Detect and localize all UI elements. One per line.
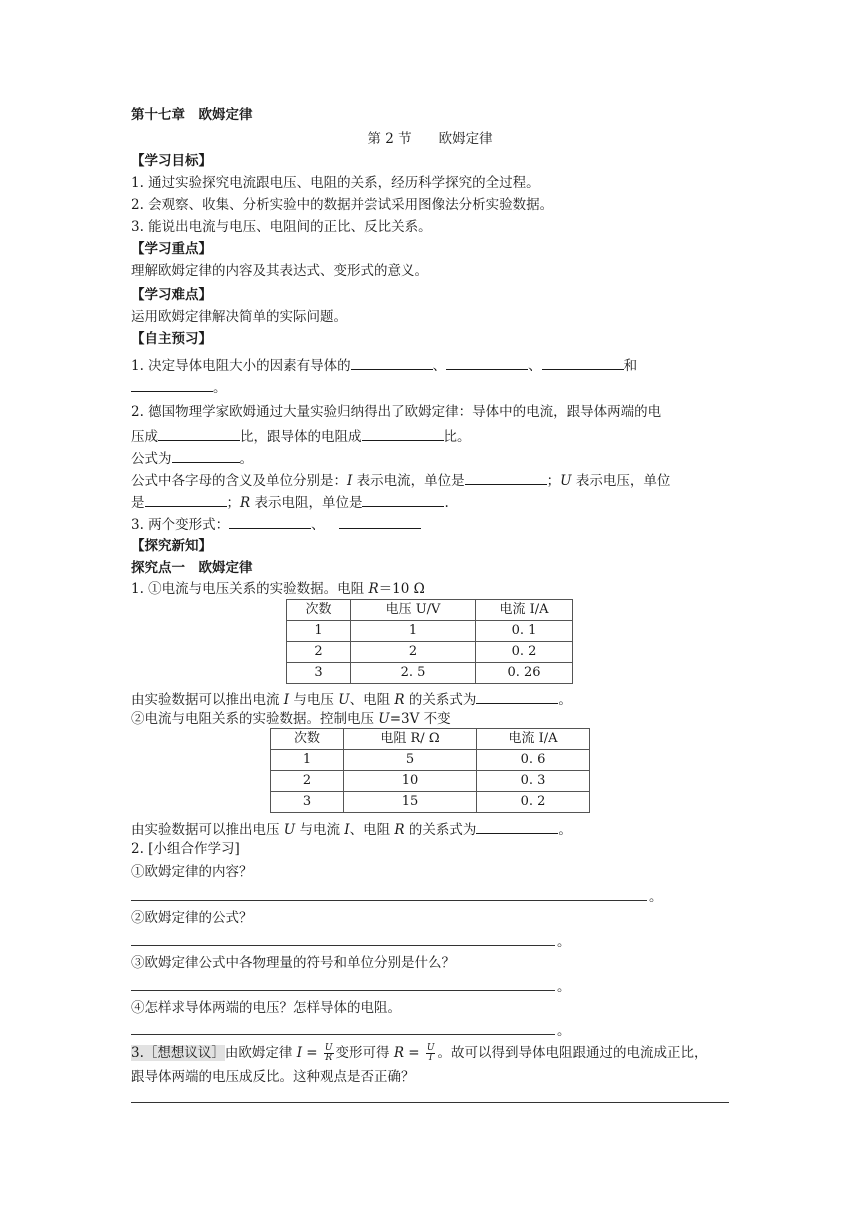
fraction-U-over-R: $\frac{U}{R}$ [324, 1043, 333, 1063]
table-cell: 15 [344, 792, 477, 813]
question-text: 、电阻 [349, 692, 395, 708]
symbol-U: U [560, 473, 572, 489]
answer-blank[interactable] [362, 425, 444, 441]
group-question: ②欧姆定律的公式？ [131, 910, 253, 926]
table-cell: 1 [271, 750, 344, 771]
table-cell: 10 [344, 771, 477, 792]
answer-line[interactable] [131, 945, 555, 946]
table2-conclusion [131, 818, 572, 839]
difficulties-heading: 【学习难点】 [131, 287, 212, 303]
question-text: 由实验数据可以推出电压 [131, 822, 284, 838]
table-row [271, 771, 590, 792]
table-cell: 2 [287, 642, 351, 663]
think-discuss-label: 3.［想想议议］ [131, 1045, 225, 1061]
question-text: 3. 两个变形式： [131, 517, 230, 533]
explore-point-title: 探究点一 欧姆定律 [131, 560, 253, 576]
table-cell: 2 [271, 771, 344, 792]
difficulties-text: 运用欧姆定律解决简单的实际问题。 [131, 309, 347, 325]
question-text: 由实验数据可以推出电流 [131, 692, 284, 708]
table-cell: 0. 26 [476, 663, 573, 684]
table1-conclusion [131, 688, 572, 709]
period: 。 [558, 692, 572, 708]
question-text: 公式中各字母的含义及单位分别是： [131, 473, 347, 489]
question-text: 压成 [131, 429, 158, 445]
table-current-resistance [270, 728, 590, 813]
table-cell: 1 [351, 621, 476, 642]
fraction-U-over-I: $\frac{U}{I}$ [426, 1043, 435, 1063]
table-cell: 5 [344, 750, 477, 771]
period: 。 [239, 451, 253, 467]
table-row [271, 750, 590, 771]
table-cell: 1 [287, 621, 351, 642]
symbol-R: R [394, 822, 405, 838]
equation-lhs: R = [393, 1045, 424, 1061]
header-cell: 电流 I/A [476, 600, 573, 621]
answer-blank[interactable] [158, 425, 240, 441]
question-text: 与电压 [289, 692, 339, 708]
symbol-R: R [394, 692, 405, 708]
question-text: 变形可得 [335, 1045, 394, 1061]
period: 。 [649, 889, 663, 905]
caption-text: ②电流与电阻关系的实验数据。控制电压 [131, 711, 379, 727]
answer-blank[interactable] [145, 491, 227, 507]
answer-blank[interactable] [131, 376, 213, 392]
table-row [287, 663, 573, 684]
symbol-U: U [283, 822, 296, 838]
question-text: 表示电流，单位是 [352, 473, 465, 489]
preview-heading: 【自主预习】 [131, 331, 212, 347]
separator: 、 [432, 358, 447, 374]
table-header-row [287, 600, 573, 621]
question-text: 。故可以得到导体电阻跟通过的电流成正比， [437, 1045, 708, 1061]
header-cell: 次数 [287, 600, 351, 621]
section-title: 第 2 节 欧姆定律 [367, 131, 493, 147]
table-current-voltage [286, 599, 573, 684]
key-points-heading: 【学习重点】 [131, 241, 212, 257]
answer-blank[interactable] [229, 513, 311, 529]
equation-lhs: I = [296, 1045, 322, 1061]
preview-question-3 [131, 513, 421, 534]
question-text: 是 [131, 495, 145, 511]
table-header-row [271, 729, 590, 750]
units-line-cont [131, 491, 449, 512]
answer-blank[interactable] [465, 469, 547, 485]
answer-blank[interactable] [172, 447, 240, 463]
objectives-heading: 【学习目标】 [131, 153, 212, 169]
period: 。 [557, 979, 571, 995]
question-text: 表示电阻，单位是 [250, 495, 363, 511]
answer-line[interactable] [131, 990, 555, 991]
header-cell: 次数 [271, 729, 344, 750]
symbol-R: R [240, 495, 251, 511]
period: . [444, 495, 449, 511]
answer-line[interactable] [131, 900, 647, 901]
table-cell: 0. 3 [477, 771, 590, 792]
group-question: ③欧姆定律公式中各物理量的符号和单位分别是什么？ [131, 955, 455, 971]
chapter-title: 第十七章 欧姆定律 [131, 107, 253, 123]
table-row [287, 642, 573, 663]
table1-caption [131, 580, 425, 598]
think-discuss-line-2: 跟导体两端的电压成反比。这种观点是否正确？ [131, 1069, 415, 1085]
question-text: 比，跟导体的电阻成 [240, 429, 362, 445]
units-line [131, 469, 670, 490]
caption-text: =3V 不变 [389, 711, 451, 727]
answer-line[interactable] [131, 1102, 729, 1103]
table-cell: 2 [351, 642, 476, 663]
key-points-text: 理解欧姆定律的内容及其表达式、变形式的意义。 [131, 263, 428, 279]
question-text: 与电流 [295, 822, 345, 838]
table-cell: 2. 5 [351, 663, 476, 684]
symbol-I: I [347, 473, 353, 489]
table2-caption [131, 710, 451, 728]
table-cell: 0. 2 [476, 642, 573, 663]
question-text: 的关系式为 [404, 692, 477, 708]
table-cell: 3 [287, 663, 351, 684]
group-question: ④怎样求导体两端的电压？怎样导体的电阻。 [131, 1000, 401, 1016]
separator: ； [546, 473, 561, 489]
caption-text: ＝10 Ω [378, 581, 425, 597]
preview-question-1-cont [131, 376, 227, 397]
question-text: 表示电压，单位 [571, 473, 671, 489]
separator: 、 [528, 358, 542, 374]
objective-item: 1. 通过实验探究电流跟电压、电阻的关系，经历科学探究的全过程。 [131, 175, 540, 191]
answer-blank[interactable] [476, 688, 558, 704]
think-discuss-line [131, 1043, 707, 1063]
table-cell: 0. 6 [477, 750, 590, 771]
period: 。 [557, 934, 571, 950]
preview-question-2-cont [131, 425, 471, 446]
group-study-label: 2. [小组合作学习] [131, 841, 240, 857]
explore-heading: 【探究新知】 [131, 538, 212, 554]
table-cell: 0. 1 [476, 621, 573, 642]
preview-question-2: 2. 德国物理学家欧姆通过大量实验归纳得出了欧姆定律：导体中的电流，跟导体两端的电 [131, 404, 662, 420]
period: 。 [213, 380, 227, 396]
header-cell: 电流 I/A [477, 729, 590, 750]
table-cell: 0. 2 [477, 792, 590, 813]
separator: ； [226, 495, 240, 511]
question-text: 、电阻 [349, 822, 395, 838]
objective-item: 3. 能说出电流与电压、电阻间的正比、反比关系。 [131, 219, 432, 235]
symbol-U: U [378, 711, 390, 727]
period: 。 [557, 1023, 571, 1039]
conjunction: 和 [623, 358, 638, 374]
symbol-I: I [283, 692, 290, 708]
header-cell: 电压 U/V [351, 600, 476, 621]
table-cell: 3 [271, 792, 344, 813]
table-row [287, 621, 573, 642]
header-cell: 电阻 R/ Ω [344, 729, 477, 750]
answer-blank[interactable] [362, 491, 444, 507]
symbol-I: I [344, 822, 350, 838]
formula-label: 公式为 [131, 451, 172, 467]
formula-line [131, 447, 253, 468]
question-text: 比。 [443, 429, 471, 445]
answer-blank[interactable] [339, 513, 421, 529]
answer-blank[interactable] [351, 354, 433, 370]
caption-text: 1. ①电流与电压关系的实验数据。电阻 [131, 581, 369, 597]
symbol-U: U [338, 692, 350, 708]
period: 。 [558, 822, 572, 838]
group-question: ①欧姆定律的内容？ [131, 864, 253, 880]
question-text: 1. 决定导体电阻大小的因素有导体的 [131, 358, 351, 374]
answer-line[interactable] [131, 1034, 555, 1035]
preview-question-1 [131, 354, 637, 375]
symbol-R: R [368, 581, 379, 597]
table-row [271, 792, 590, 813]
separator: 、 [311, 517, 325, 533]
objective-item: 2. 会观察、收集、分析实验中的数据并尝试采用图像法分析实验数据。 [131, 197, 554, 213]
question-text: 由欧姆定律 [224, 1045, 297, 1061]
question-text: 的关系式为 [404, 822, 477, 838]
answer-blank[interactable] [542, 354, 624, 370]
answer-blank[interactable] [476, 818, 558, 834]
answer-blank[interactable] [446, 354, 528, 370]
